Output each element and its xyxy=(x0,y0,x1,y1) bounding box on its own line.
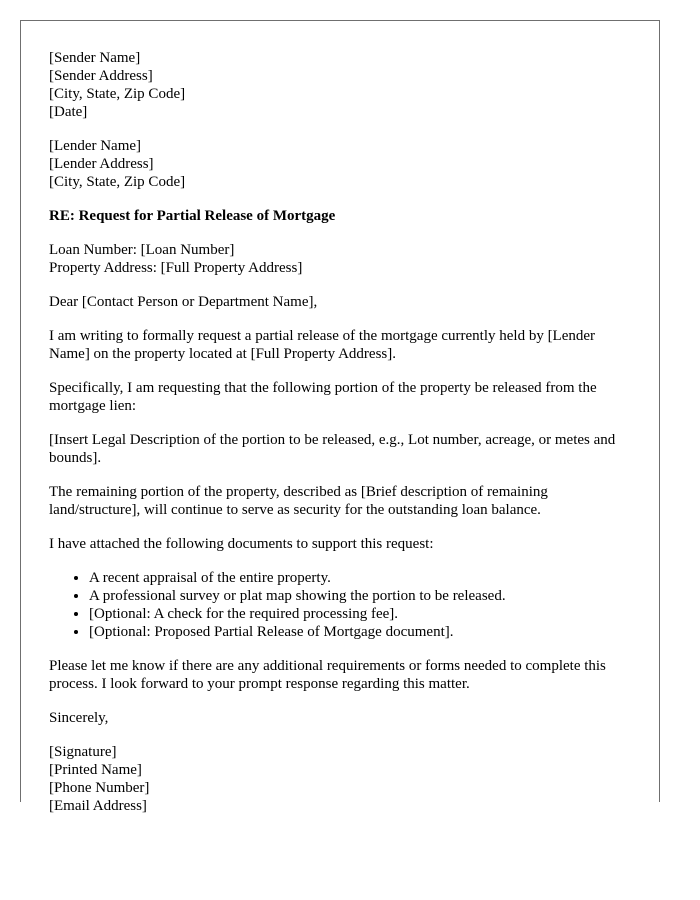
letter-body xyxy=(49,49,639,831)
sender-address: [Sender Address] xyxy=(49,68,153,84)
loan-info-block xyxy=(49,241,639,277)
lender-name: [Lender Name] xyxy=(49,138,142,154)
email-address: [Email Address] xyxy=(49,798,147,814)
signature: [Signature] xyxy=(49,744,117,760)
list-item: • [Optional: A check for the required processing fee]. xyxy=(89,605,639,623)
loan-number: Loan Number: [Loan Number] xyxy=(49,242,235,258)
printed-name: [Printed Name] xyxy=(49,762,142,778)
subject-line: RE: Request for Partial Release of Mortgage xyxy=(49,208,336,224)
list-item: • A recent appraisal of the entire property. xyxy=(89,569,639,587)
sender-block xyxy=(49,49,639,121)
list-item: • A professional survey or plat map showing the portion to be released. xyxy=(89,587,639,605)
closing-paragraph: Please let me know if there are any additional requirements or forms needed to complete this process. I look forward to your prompt response regarding this matter. xyxy=(49,658,606,692)
attachments-intro: I have attached the following documents to support this request: xyxy=(49,536,434,552)
property-address: Property Address: [Full Property Address] xyxy=(49,260,303,276)
sender-name: [Sender Name] xyxy=(49,50,141,66)
salutation: Dear [Contact Person or Department Name], xyxy=(49,294,318,310)
lender-block xyxy=(49,137,639,191)
letter-page xyxy=(20,20,660,814)
legal-description-paragraph: [Insert Legal Description of the portion to be released, e.g., Lot number, acreage, or metes and bounds]. xyxy=(49,432,616,466)
intro-paragraph: I am writing to formally request a partial release of the mortgage currently held by [Lender Name] on the property located at [Full Property Address]. xyxy=(49,328,596,362)
sender-city-state-zip: [City, State, Zip Code] xyxy=(49,86,186,102)
lender-city-state-zip: [City, State, Zip Code] xyxy=(49,174,186,190)
attachments-list xyxy=(49,569,639,641)
phone-number: [Phone Number] xyxy=(49,780,150,796)
remaining-portion-paragraph: The remaining portion of the property, described as [Brief description of remaining land/structure], will continue to serve as security for the outstanding loan balance. xyxy=(49,484,548,518)
lender-address: [Lender Address] xyxy=(49,156,154,172)
list-item: • [Optional: Proposed Partial Release of Mortgage document]. xyxy=(89,623,639,641)
specific-request-paragraph: Specifically, I am requesting that the following portion of the property be released from the mortgage lien: xyxy=(49,380,597,414)
signature-block xyxy=(49,743,639,815)
letter-date: [Date] xyxy=(49,104,88,120)
signoff: Sincerely, xyxy=(49,710,109,726)
